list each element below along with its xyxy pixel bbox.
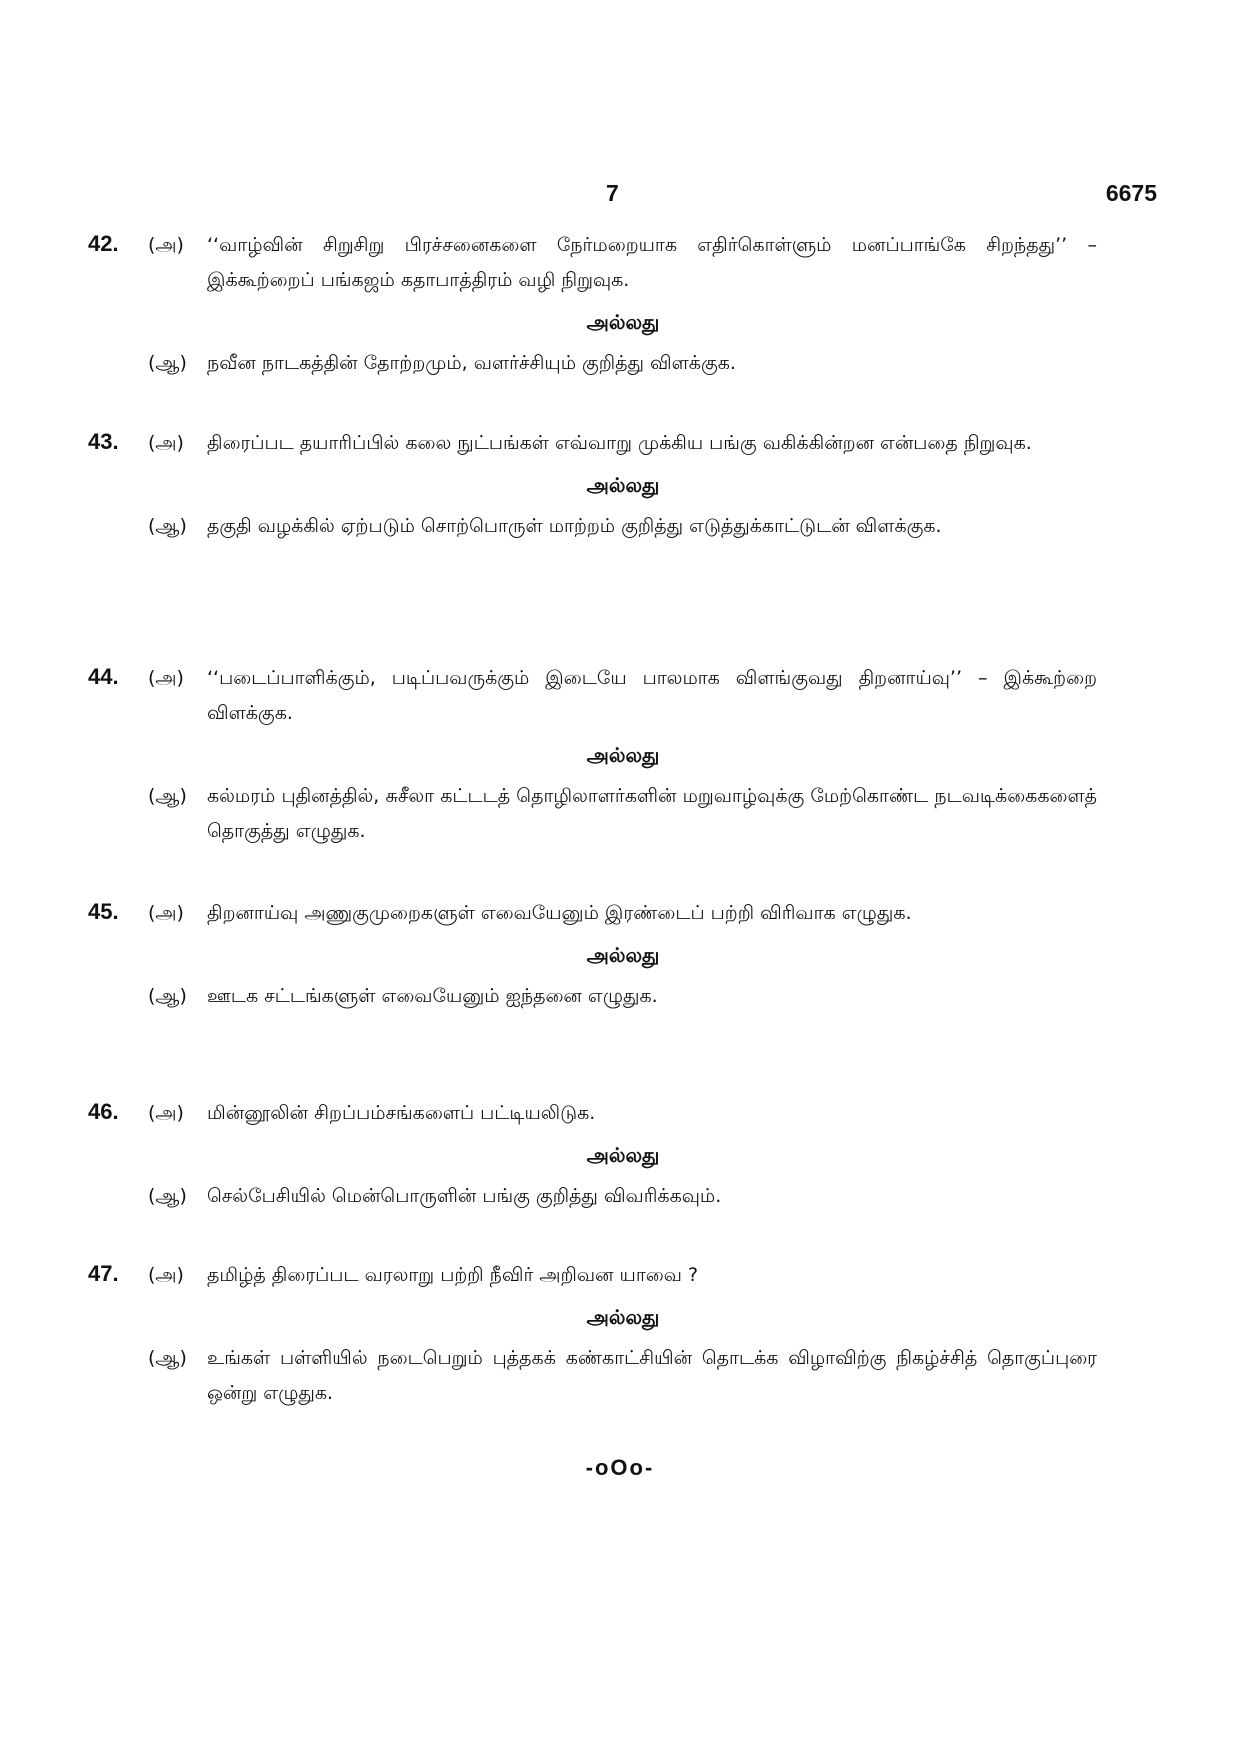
question-45 <box>88 896 1098 1014</box>
or-separator: அல்லது <box>586 943 660 967</box>
question-option-a <box>88 1096 1098 1131</box>
option-b-text: நவீன நாடகத்தின் தோற்றமும், வளர்ச்சியும் குறித்து விளக்குக. <box>207 352 736 374</box>
option-a-text: ‘‘வாழ்வின் சிறுசிறு பிரச்சனைகளை நேர்மறையாக எதிர்கொள்ளும் மனப்பாங்கே சிறந்தது’’ – இக்கூற்றைப் பங்கஜம் கதாபாத்திரம் வழி நிறுவுக. <box>207 234 1097 291</box>
question-number: 43. <box>88 429 119 454</box>
question-option-b <box>88 779 1098 849</box>
option-a-text: ‘‘படைப்பாளிக்கும், படிப்பவருக்கும் இடையே பாலமாக விளங்குவது திறனாய்வு’’ – இக்கூற்றை விளக்குக. <box>207 667 1097 724</box>
end-of-paper-mark: -oOo- <box>585 1455 655 1480</box>
or-separator: அல்லது <box>586 310 660 334</box>
question-option-a <box>88 228 1098 298</box>
option-b-label: (ஆ) <box>148 1185 187 1207</box>
option-b-text: தகுதி வழக்கில் ஏற்படும் சொற்பொருள் மாற்றம் குறித்து எடுத்துக்காட்டுடன் விளக்குக. <box>207 515 942 537</box>
option-a-text: தமிழ்த் திரைப்பட வரலாறு பற்றி நீவிர் அறிவன யாவை ? <box>207 1264 699 1286</box>
option-a-text: மின்னூலின் சிறப்பம்சங்களைப் பட்டியலிடுக. <box>207 1102 596 1124</box>
option-b-label: (ஆ) <box>148 515 187 537</box>
question-option-b <box>88 346 1098 381</box>
question-46 <box>88 1096 1098 1214</box>
option-b-label: (ஆ) <box>148 1347 187 1369</box>
question-option-a <box>88 661 1098 731</box>
question-44 <box>88 661 1098 849</box>
or-separator: அல்லது <box>586 473 660 497</box>
or-separator: அல்லது <box>586 1305 660 1329</box>
question-option-a <box>88 1258 1098 1293</box>
question-option-a <box>88 896 1098 931</box>
question-number: 47. <box>88 1261 119 1286</box>
option-b-text: உங்கள் பள்ளியில் நடைபெறும் புத்தகக் கண்காட்சியின் தொடக்க விழாவிற்கு நிகழ்ச்சித் தொகுப்புரை ஒன்று எழுதுக. <box>207 1347 1097 1404</box>
question-number: 46. <box>88 1099 119 1124</box>
option-b-label: (ஆ) <box>148 352 187 374</box>
question-option-a <box>88 426 1098 461</box>
question-number: 45. <box>88 899 119 924</box>
question-43 <box>88 426 1098 544</box>
question-number: 44. <box>88 664 119 689</box>
option-a-label: (அ) <box>148 1264 184 1286</box>
question-option-b <box>88 509 1098 544</box>
option-a-text: திரைப்பட தயாரிப்பில் கலை நுட்பங்கள் எவ்வாறு முக்கிய பங்கு வகிக்கின்றன என்பதை நிறுவுக. <box>207 432 1032 454</box>
option-b-text: ஊடக சட்டங்களுள் எவையேனும் ஐந்தனை எழுதுக. <box>207 985 658 1007</box>
question-47 <box>88 1258 1098 1411</box>
option-b-label: (ஆ) <box>148 985 187 1007</box>
or-separator: அல்லது <box>586 1143 660 1167</box>
option-a-label: (அ) <box>148 234 184 256</box>
option-b-label: (ஆ) <box>148 785 187 807</box>
question-option-b <box>88 1341 1098 1411</box>
question-option-b <box>88 1179 1098 1214</box>
option-b-text: செல்பேசியில் மென்பொருளின் பங்கு குறித்து விவரிக்கவும். <box>207 1185 722 1207</box>
or-separator: அல்லது <box>586 743 660 767</box>
page-number: 7 <box>606 180 619 206</box>
option-a-label: (அ) <box>148 902 184 924</box>
option-b-text: கல்மரம் புதினத்தில், சுசீலா கட்டடத் தொழிலாளர்களின் மறுவாழ்வுக்கு மேற்கொண்ட நடவடிக்கைகளைத் தொகுத்து எழுதுக. <box>207 785 1097 842</box>
option-a-label: (அ) <box>148 667 184 689</box>
question-number: 42. <box>88 231 119 256</box>
question-option-b <box>88 979 1098 1014</box>
question-42 <box>88 228 1098 381</box>
option-a-label: (அ) <box>148 432 184 454</box>
option-a-text: திறனாய்வு அணுகுமுறைகளுள் எவையேனும் இரண்டைப் பற்றி விரிவாக எழுதுக. <box>207 902 912 924</box>
option-a-label: (அ) <box>148 1102 184 1124</box>
paper-code: 6675 <box>1105 180 1157 206</box>
